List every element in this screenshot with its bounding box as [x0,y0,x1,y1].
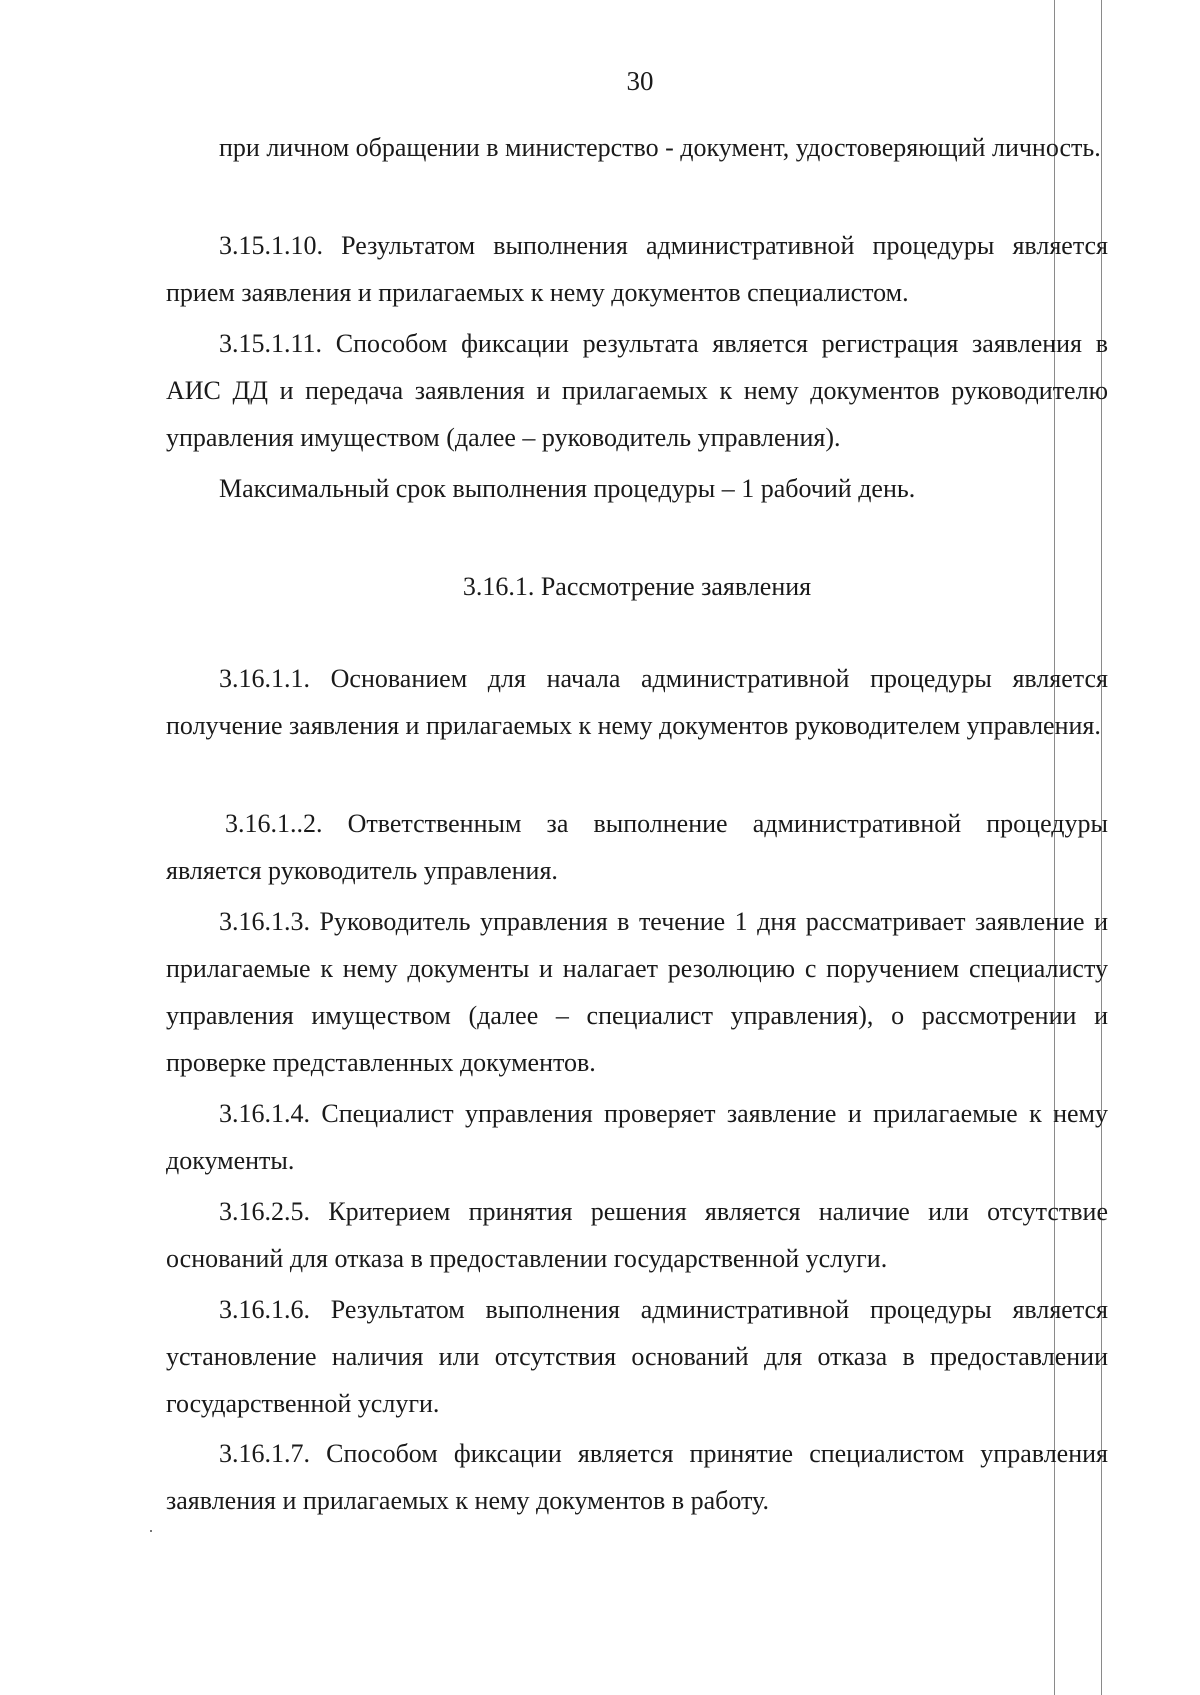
scan-speck [150,1530,152,1532]
paragraph-3-16-1-2: 3.16.1..2. Ответственным за выполнение административной процедуры является руководитель управления. [166,809,1108,885]
paragraph-3-16-1-4: 3.16.1.4. Специалист управления проверяет заявление и прилагаемые к нему документы. [166,1099,1108,1175]
section-heading: 3.16.1. Рассмотрение заявления [462,572,812,601]
paragraph-3-16-1-1: 3.16.1.1. Основанием для начала административной процедуры является получение заявления и прилагаемых к нему документов руководителем управления. [166,664,1108,740]
paragraph-3-16-1-7: 3.16.1.7. Способом фиксации является принятие специалистом управления заявления и прилагаемых к нему документов в работу. [166,1439,1108,1515]
paragraph-personal-visit: при личном обращении в министерство - документ, удостоверяющий личность. [219,133,1101,162]
paragraph-3-16-2-5: 3.16.2.5. Критерием принятия решения является наличие или отсутствие оснований для отказа в предоставлении государственной услуги. [166,1197,1108,1273]
paragraph-3-15-1-11: 3.15.1.11. Способом фиксации результата является регистрация заявления в АИС ДД и передача заявления и прилагаемых к нему документов руководителю управления имуществом (далее – руководитель управления). [166,329,1108,452]
paragraph-3-16-1-6: 3.16.1.6. Результатом выполнения административной процедуры является установление наличия или отсутствия оснований для отказа в предоставлении государственной услуги. [166,1295,1108,1418]
paragraph-3-15-1-10: 3.15.1.10. Результатом выполнения административной процедуры является прием заявления и прилагаемых к нему документов специалистом. [166,231,1108,307]
paragraph-max-term: Максимальный срок выполнения процедуры – 1 рабочий день. [219,474,916,503]
page-number: 30 [626,66,654,96]
paragraph-3-16-1-3: 3.16.1.3. Руководитель управления в течение 1 дня рассматривает заявление и прилагаемые к нему документы и налагает резолюцию с поручением специалисту управления имуществом (далее – специалист управления), о рассмотрении и проверке представленных документов. [166,907,1108,1077]
